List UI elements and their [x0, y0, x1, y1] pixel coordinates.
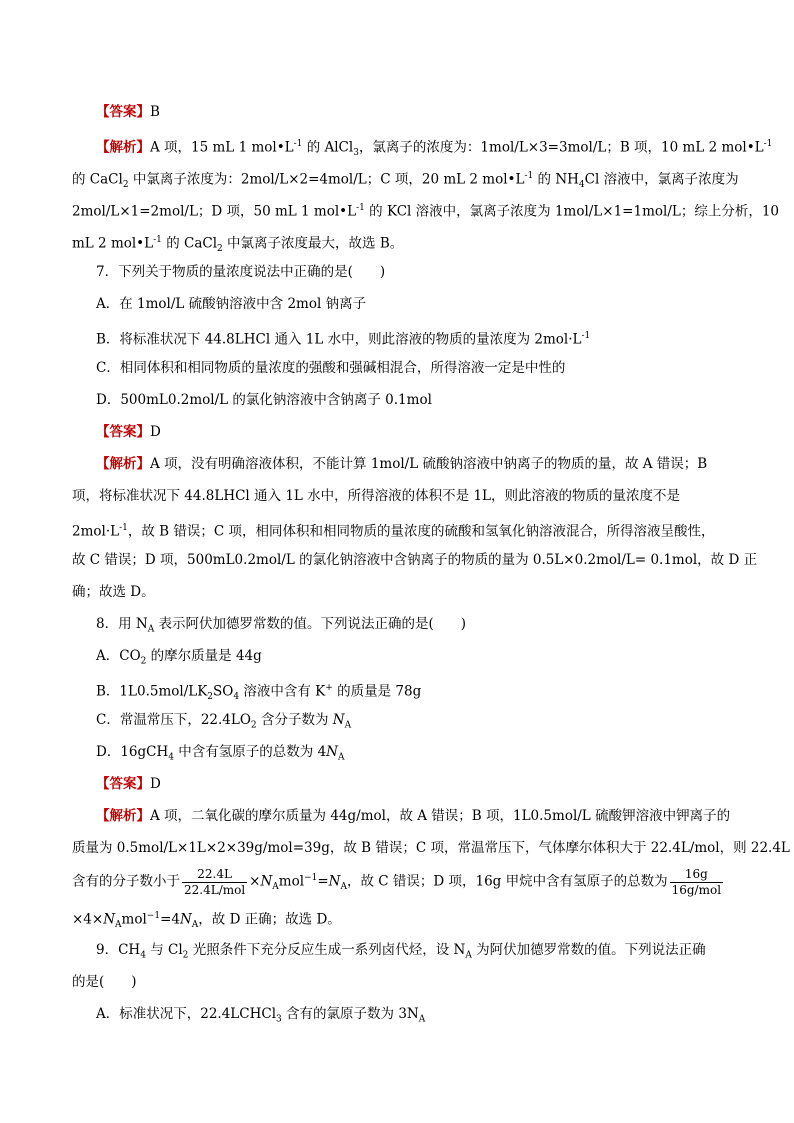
q9-stem-line-2: 的是( ): [72, 974, 137, 990]
q8-analysis-line-3: 含有的分子数小于 $\frac{22.4L}{\text{22.4L/mol}}$ $\times N_Amol^{-1}=N_A$，故 C 错误；D 项，16g 甲烷中含有氢原子的总数为 $\frac{16g}{\text{16g/mol}}$: [72, 866, 722, 897]
q7-option-a: A．在 1mol/L 硫酸钠溶液中含 2mol 钠离子: [96, 296, 367, 312]
q7-analysis-line-1: 【解析】A 项，没有明确溶液体积，不能计算 1mol/L 硫酸钠溶液中钠离子的物质的量，故 A 错误；B: [96, 456, 708, 472]
answer-tag: 【答案】: [96, 776, 150, 792]
q8-option-d: D．16gCH$_4$ 中含有氢原子的总数为 $4N_A$: [96, 744, 345, 763]
q8-answer: 【答案】D: [96, 776, 161, 792]
q8-option-c: C．常温常压下，$22.4LO_2$ 含分子数为 $N_A$: [96, 712, 352, 731]
q7-option-c: C．相同体积和相同物质的量浓度的强酸和强碱相混合，所得溶液一定是中性的: [96, 360, 566, 376]
q7-analysis-line-5: 确；故选 D。: [72, 584, 155, 600]
q7-analysis-line-3: $2mol\cdot L^{-1}$，故 B 错误；C 项，相同体积和相同物质的量浓度的硫酸和氢氧化钠溶液混合，所得溶液呈酸性，: [72, 523, 715, 540]
answer-tag: 【答案】: [96, 424, 150, 440]
q8-stem: 8．用 $N_A$ 表示阿伏加德罗常数的值。下列说法正确的是( ): [96, 616, 467, 635]
q8-option-b: B．$1L0.5mol/LK_2SO_4$ 溶液中含有 K+ 的质量是 78g: [96, 683, 422, 703]
q7-analysis-line-4: 故 C 错误；D 项，500mL0.2mol/L 的氯化钠溶液中含钠离子的物质的量为 0.5L×0.2mol/L= 0.1mol，故 D 正: [72, 552, 758, 568]
q6-analysis-line-1: 【解析】A 项，15 mL 1 $mol•L^{-1}$ 的 AlCl$_3$，氯离子的浓度为：1mol/L×3=3mol/L；B 项，10 mL 2 $mol•L^{-1}$: [96, 139, 773, 159]
q6-analysis-line-3: 2mol/L×1=2mol/L；D 项，50 mL 1 $mol•L^{-1}$ 的 KCl 溶液中，氯离子浓度为 1mol/L×1=1mol/L；综上分析，10: [72, 203, 780, 220]
analysis-tag: 【解析】: [96, 139, 150, 156]
q8-analysis-line-2: 质量为 0.5mol/L×1L×2×39g/mol=39g，故 B 错误；C 项，常温常压下，气体摩尔体积大于 22.4L/mol，则 22.4L: [72, 840, 790, 856]
q8-analysis-line-4: $\times 4\times N_Amol^{-1}=4N_A$，故 D 正确；故选 D。: [72, 911, 341, 931]
q7-stem: 7．下列关于物质的量浓度说法中正确的是( ): [96, 264, 386, 280]
q6-analysis-line-4: mL 2 $mol•L^{-1}$ 的 CaCl$_2$ 中氯离子浓度最大，故选 B。: [72, 235, 404, 255]
q9-option-a: A．标准状况下，22.4LCHCl$_3$ 含有的氯原子数为 $3N_A$: [96, 1006, 426, 1025]
answer-tag: 【答案】: [96, 104, 150, 120]
q7-answer: 【答案】D: [96, 424, 161, 440]
q6-analysis-line-2: 的 CaCl$_2$ 中氯离子浓度为：2mol/L×2=4mol/L；C 项，20 mL 2 $mol•L^{-1}$ 的 $NH_4Cl$ 溶液中，氯离子浓度为: [72, 171, 739, 191]
q9-stem: 9．$CH_4$ 与 $Cl_2$ 光照条件下充分反应生成一系列卤代烃，设 $N_A$ 为阿伏加德罗常数的值。下列说法正确: [96, 942, 706, 961]
q7-option-d: D．500mL0.2mol/L 的氯化钠溶液中含钠离子 0.1mol: [96, 392, 432, 408]
q6-answer: 【答案】B: [96, 104, 160, 120]
fraction: $\frac{22.4L}{\text{22.4L/mol}}$: [184, 866, 246, 897]
fraction: $\frac{16g}{\text{16g/mol}}$: [671, 866, 722, 897]
q8-analysis-line-1: 【解析】A 项，二氧化碳的摩尔质量为 44g/mol，故 A 错误；B 项，1L0.5mol/L 硫酸钾溶液中钾离子的: [96, 808, 731, 824]
q8-option-a: A．$CO_2$ 的摩尔质量是 44g: [96, 648, 262, 667]
analysis-tag: 【解析】: [96, 808, 150, 824]
q7-option-b: B．将标准状况下 44.8LHCl 通入 1L 水中，则此溶液的物质的量浓度为 $2mol\cdot L^{-1}$: [96, 331, 591, 348]
analysis-tag: 【解析】: [96, 456, 150, 472]
q7-analysis-line-2: 项，将标准状况下 44.8LHCl 通入 1L 水中，所得溶液的体积不是 1L，则此溶液的物质的量浓度不是: [72, 488, 681, 504]
